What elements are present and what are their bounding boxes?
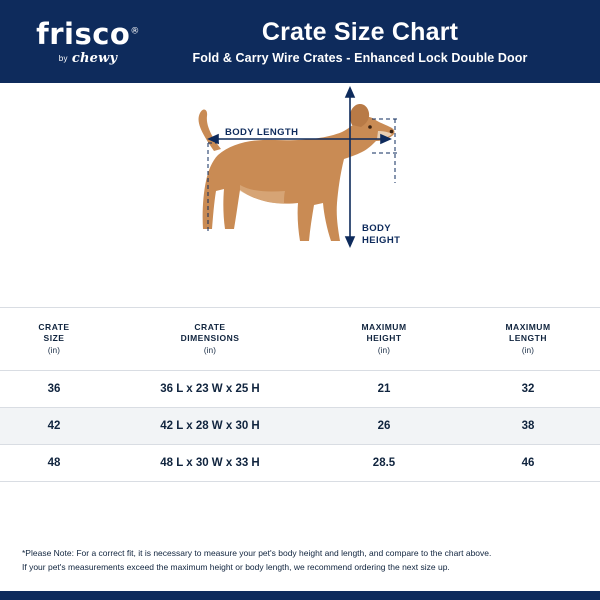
header-titles: [158, 18, 582, 65]
dog-silhouette-icon: [199, 104, 395, 241]
cell-maximum-length: 46: [456, 444, 600, 481]
column-header-maximum-length-line1: MAXIMUM: [505, 322, 551, 332]
logo-by-text: by: [58, 53, 68, 63]
column-header-crate-dimensions: [108, 308, 312, 370]
size-table-container: [0, 308, 600, 482]
footnote-line-2: If your pet's measurements exceed the maximum height or body length, we recommend ordering the next size up.: [22, 561, 450, 572]
cell-crate-dimensions: 36 L x 23 W x 25 H: [108, 370, 312, 407]
logo-subline: [59, 51, 117, 66]
logo-chewy-text: chewy: [71, 50, 118, 66]
crate-size-table: [0, 308, 600, 482]
cell-maximum-height: 28.5: [312, 444, 456, 481]
cell-maximum-length: 38: [456, 407, 600, 444]
logo-wordmark: [36, 16, 140, 51]
cell-crate-dimensions: 42 L x 28 W x 30 H: [108, 407, 312, 444]
footnote: [22, 546, 578, 574]
column-header-maximum-height-line2: HEIGHT: [366, 333, 402, 344]
table-row: [0, 370, 600, 407]
column-header-maximum-height-unit: (in): [377, 345, 391, 355]
body-height-label: [362, 223, 400, 247]
column-header-crate-size-line2: SIZE: [43, 333, 65, 344]
cell-maximum-height: 26: [312, 407, 456, 444]
brand-logo: [18, 18, 158, 66]
table-row: [0, 407, 600, 444]
footnote-line-1: *Please Note: For a correct fit, it is necessary to measure your pet's body height and length, and compare to the chart above.: [22, 547, 492, 558]
logo-registered-mark: ®: [130, 25, 140, 36]
column-header-maximum-length-line2: LENGTH: [509, 333, 547, 344]
column-header-crate-dimensions-line2: DIMENSIONS: [180, 333, 240, 344]
column-header-crate-size-line1: CRATE: [38, 322, 70, 332]
column-header-crate-dimensions-unit: (in): [203, 345, 217, 355]
table-row: [0, 444, 600, 481]
column-header-maximum-length: [456, 308, 600, 370]
column-header-maximum-height-line1: MAXIMUM: [361, 322, 407, 332]
body-height-label-line1: BODY: [362, 223, 392, 234]
cell-crate-size: 36: [0, 370, 108, 407]
body-length-label: BODY LENGTH: [225, 127, 299, 138]
logo-wordmark-text: frisco: [36, 16, 131, 51]
cell-maximum-length: 32: [456, 370, 600, 407]
cell-crate-size: 48: [0, 444, 108, 481]
column-header-maximum-length-unit: (in): [521, 345, 535, 355]
cell-crate-dimensions: 48 L x 30 W x 33 H: [108, 444, 312, 481]
column-header-crate-size: [0, 308, 108, 370]
column-header-maximum-height: [312, 308, 456, 370]
page-header: [0, 0, 600, 83]
dog-measurement-illustration: [0, 83, 600, 307]
page-subtitle: Fold & Carry Wire Crates - Enhanced Lock Double Door: [192, 50, 528, 65]
cell-crate-size: 42: [0, 407, 108, 444]
measurement-diagram: [0, 83, 600, 308]
column-header-crate-size-unit: (in): [47, 345, 61, 355]
table-header-row: [0, 308, 600, 370]
page-title: Crate Size Chart: [261, 18, 459, 47]
cell-maximum-height: 21: [312, 370, 456, 407]
footer-bar: [0, 591, 600, 600]
column-header-crate-dimensions-line1: CRATE: [194, 322, 226, 332]
body-height-label-line2: HEIGHT: [362, 234, 401, 246]
